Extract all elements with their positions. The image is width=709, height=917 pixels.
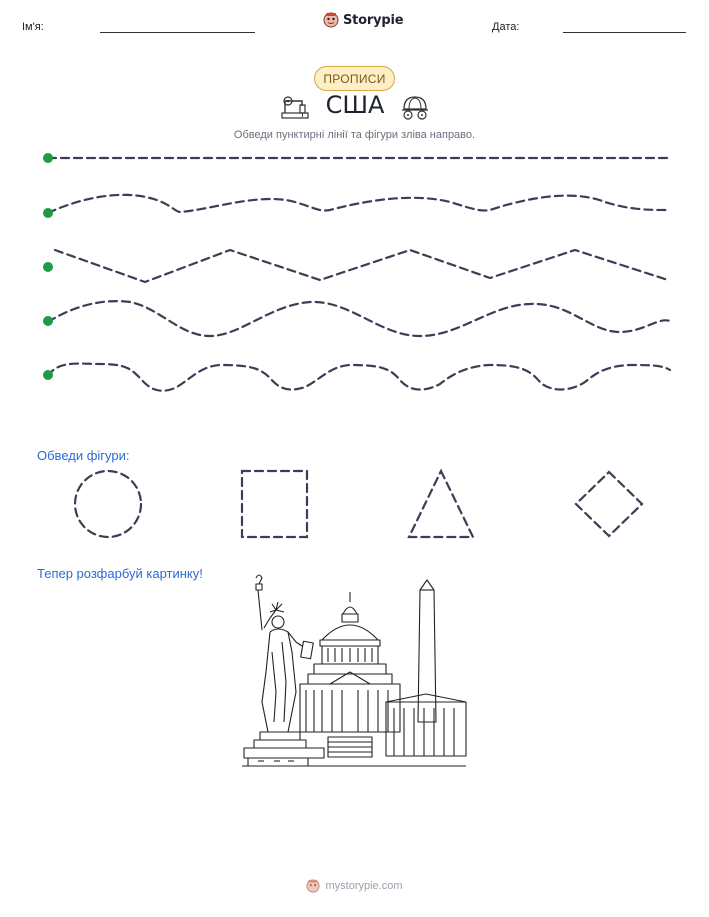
covered-wagon-icon (400, 93, 430, 121)
start-dot (43, 262, 53, 272)
tracing-line-wave[interactable] (48, 301, 672, 336)
shapes-section-label: Обведи фігури: (37, 448, 130, 463)
title-row (280, 91, 430, 125)
statue-of-liberty-drawing (244, 575, 324, 766)
footer-url[interactable]: mystorypie.com (325, 880, 403, 892)
sewing-machine-icon (280, 93, 310, 121)
brand-logo (323, 12, 403, 28)
trace-square-shape[interactable] (242, 471, 307, 537)
instruction-text: Обведи пунктирні лінії та фігури зліва направо. (233, 129, 476, 141)
brand-name: Storypie (343, 12, 404, 28)
capitol-building-drawing (300, 592, 466, 757)
start-dot (43, 208, 53, 218)
start-dot (43, 370, 53, 380)
start-dot (43, 153, 53, 163)
date-write-line[interactable] (563, 32, 686, 33)
name-write-line[interactable] (100, 32, 255, 33)
coloring-picture[interactable] (240, 572, 470, 772)
coloring-section-label: Тепер розфарбуй картинку! (37, 566, 203, 581)
tracing-lines-area (30, 140, 680, 400)
tracing-line-zigzag[interactable] (55, 250, 668, 282)
page-title: США (325, 91, 385, 119)
trace-triangle-shape[interactable] (409, 471, 473, 537)
storypie-mascot-icon (306, 879, 320, 893)
name-label: Ім'я: (22, 21, 44, 33)
tracing-line-gentle-wave[interactable] (48, 195, 668, 213)
washington-monument-drawing (418, 580, 436, 722)
storypie-mascot-icon (323, 12, 339, 28)
start-dot (43, 316, 53, 326)
footer (0, 879, 709, 893)
tracing-shapes-area (60, 460, 660, 550)
tracing-line-rounded-wave[interactable] (48, 364, 670, 391)
worksheet-badge: ПРОПИСИ (314, 66, 395, 91)
trace-circle-shape[interactable] (75, 471, 141, 537)
trace-diamond-shape[interactable] (576, 472, 642, 536)
date-label: Дата: (492, 21, 520, 33)
